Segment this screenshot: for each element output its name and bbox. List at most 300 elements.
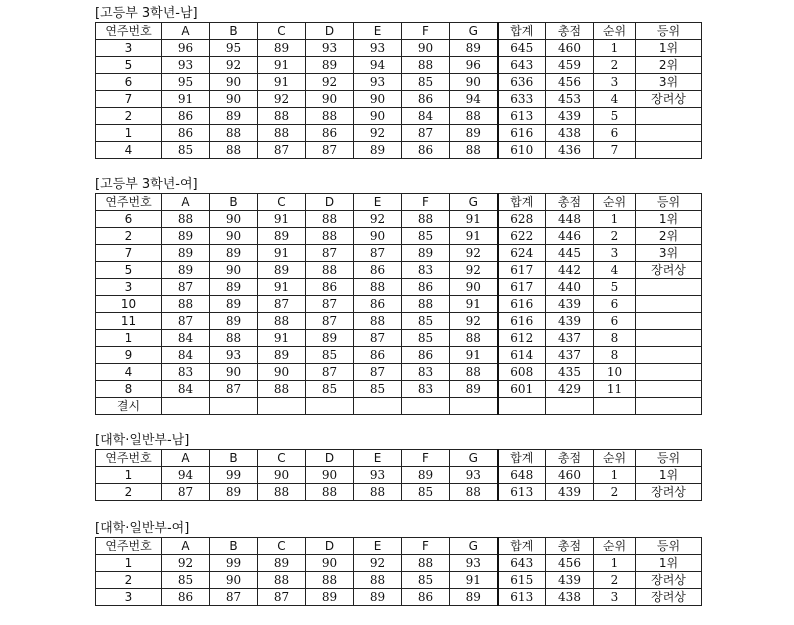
cell-total: 445 <box>546 245 594 262</box>
column-header: 등위 <box>636 538 702 555</box>
results-table <box>95 22 702 159</box>
results-table <box>95 449 702 501</box>
cell-entry-no: 5 <box>96 57 162 74</box>
cell-award <box>636 108 702 125</box>
cell-judge-c: 91 <box>258 211 306 228</box>
table-row <box>96 262 702 279</box>
cell-judge-d: 87 <box>306 296 354 313</box>
cell-total: 437 <box>546 347 594 364</box>
header-row <box>96 538 702 555</box>
cell-award <box>636 330 702 347</box>
cell-award: 1위 <box>636 40 702 57</box>
cell-judge-e: 90 <box>354 91 402 108</box>
cell-rank: 4 <box>594 91 636 108</box>
column-header: F <box>402 450 450 467</box>
cell-entry-no: 8 <box>96 381 162 398</box>
cell-rank: 10 <box>594 364 636 381</box>
cell-judge-c: 91 <box>258 279 306 296</box>
table-row <box>96 74 702 91</box>
cell-entry-no: 1 <box>96 467 162 484</box>
cell-judge-e: 92 <box>354 211 402 228</box>
table-row <box>96 467 702 484</box>
cell-judge-g: 90 <box>450 74 498 91</box>
cell-judge-b: 92 <box>210 57 258 74</box>
cell-judge-f: 89 <box>402 245 450 262</box>
column-header: E <box>354 450 402 467</box>
cell-judge-a: 86 <box>162 108 210 125</box>
cell-rank: 6 <box>594 125 636 142</box>
cell-total <box>546 398 594 415</box>
column-header: 순위 <box>594 538 636 555</box>
cell-judge-a: 91 <box>162 91 210 108</box>
cell-judge-c: 89 <box>258 228 306 245</box>
cell-judge-e: 88 <box>354 313 402 330</box>
cell-judge-e: 93 <box>354 467 402 484</box>
cell-judge-a: 84 <box>162 347 210 364</box>
column-header: A <box>162 450 210 467</box>
cell-entry-no: 10 <box>96 296 162 313</box>
cell-rank: 1 <box>594 211 636 228</box>
cell-judge-f <box>402 398 450 415</box>
column-header: C <box>258 194 306 211</box>
cell-judge-b: 93 <box>210 347 258 364</box>
cell-judge-e: 93 <box>354 74 402 91</box>
cell-judge-c: 88 <box>258 108 306 125</box>
cell-total: 446 <box>546 228 594 245</box>
cell-award <box>636 125 702 142</box>
cell-total: 438 <box>546 589 594 606</box>
table-row <box>96 57 702 74</box>
column-header: A <box>162 23 210 40</box>
column-header: D <box>306 450 354 467</box>
column-header: 연주번호 <box>96 194 162 211</box>
cell-award <box>636 381 702 398</box>
column-header: D <box>306 23 354 40</box>
cell-judge-g: 89 <box>450 125 498 142</box>
cell-judge-d: 93 <box>306 40 354 57</box>
column-header: 등위 <box>636 450 702 467</box>
table-row <box>96 398 702 415</box>
cell-judge-g: 89 <box>450 40 498 57</box>
cell-judge-d: 88 <box>306 572 354 589</box>
table-row <box>96 589 702 606</box>
column-header: E <box>354 538 402 555</box>
cell-entry-no: 1 <box>96 555 162 572</box>
cell-judge-g: 92 <box>450 313 498 330</box>
cell-judge-b: 88 <box>210 142 258 159</box>
column-header: B <box>210 450 258 467</box>
column-header: A <box>162 194 210 211</box>
cell-rank: 1 <box>594 555 636 572</box>
cell-judge-f: 83 <box>402 364 450 381</box>
cell-judge-a: 88 <box>162 296 210 313</box>
table-row <box>96 91 702 108</box>
cell-judge-g: 88 <box>450 484 498 501</box>
cell-judge-b: 89 <box>210 296 258 313</box>
cell-judge-d: 89 <box>306 589 354 606</box>
cell-entry-no: 결시 <box>96 398 162 415</box>
header-row <box>96 194 702 211</box>
cell-judge-e: 93 <box>354 40 402 57</box>
cell-judge-d <box>306 398 354 415</box>
cell-award <box>636 142 702 159</box>
cell-judge-b: 87 <box>210 381 258 398</box>
cell-judge-f: 85 <box>402 74 450 91</box>
cell-judge-f: 84 <box>402 108 450 125</box>
cell-rank: 7 <box>594 142 636 159</box>
cell-judge-b: 88 <box>210 125 258 142</box>
column-header: G <box>450 23 498 40</box>
cell-judge-b: 90 <box>210 91 258 108</box>
cell-sum: 643 <box>498 57 546 74</box>
cell-entry-no: 2 <box>96 572 162 589</box>
table-row <box>96 40 702 57</box>
cell-rank: 3 <box>594 589 636 606</box>
cell-entry-no: 7 <box>96 91 162 108</box>
cell-total: 448 <box>546 211 594 228</box>
cell-sum: 643 <box>498 555 546 572</box>
cell-judge-f: 86 <box>402 142 450 159</box>
cell-judge-d: 88 <box>306 262 354 279</box>
cell-judge-d: 88 <box>306 211 354 228</box>
table-body <box>96 40 702 159</box>
cell-judge-c: 91 <box>258 245 306 262</box>
cell-judge-a <box>162 398 210 415</box>
table-row <box>96 330 702 347</box>
cell-total: 453 <box>546 91 594 108</box>
column-header: B <box>210 23 258 40</box>
cell-sum: 610 <box>498 142 546 159</box>
cell-judge-g: 91 <box>450 347 498 364</box>
cell-award: 1위 <box>636 467 702 484</box>
cell-rank: 3 <box>594 74 636 91</box>
cell-rank: 2 <box>594 572 636 589</box>
cell-judge-e: 88 <box>354 572 402 589</box>
cell-sum: 608 <box>498 364 546 381</box>
cell-sum: 636 <box>498 74 546 91</box>
cell-judge-g: 91 <box>450 211 498 228</box>
table-row <box>96 108 702 125</box>
table-row <box>96 313 702 330</box>
cell-judge-a: 84 <box>162 330 210 347</box>
cell-judge-e: 85 <box>354 381 402 398</box>
results-table <box>95 537 702 606</box>
cell-judge-c: 87 <box>258 142 306 159</box>
cell-award: 2위 <box>636 57 702 74</box>
cell-rank: 8 <box>594 330 636 347</box>
cell-judge-e: 86 <box>354 347 402 364</box>
cell-judge-e: 87 <box>354 245 402 262</box>
column-header: 총점 <box>546 538 594 555</box>
cell-judge-c: 88 <box>258 572 306 589</box>
cell-sum: 612 <box>498 330 546 347</box>
cell-judge-a: 92 <box>162 555 210 572</box>
column-header: G <box>450 194 498 211</box>
cell-total: 460 <box>546 467 594 484</box>
cell-judge-f: 88 <box>402 211 450 228</box>
cell-judge-c: 88 <box>258 125 306 142</box>
cell-judge-g: 88 <box>450 142 498 159</box>
section-title: [대학·일반부-여] <box>95 521 190 536</box>
cell-judge-b: 90 <box>210 228 258 245</box>
column-header: 합계 <box>498 538 546 555</box>
table-body <box>96 555 702 606</box>
cell-judge-c: 89 <box>258 347 306 364</box>
cell-judge-c: 90 <box>258 467 306 484</box>
cell-judge-f: 83 <box>402 262 450 279</box>
cell-judge-a: 86 <box>162 589 210 606</box>
column-header: 총점 <box>546 194 594 211</box>
table-row <box>96 296 702 313</box>
cell-entry-no: 7 <box>96 245 162 262</box>
cell-judge-a: 96 <box>162 40 210 57</box>
column-header: 연주번호 <box>96 538 162 555</box>
cell-judge-e: 89 <box>354 589 402 606</box>
cell-judge-d: 89 <box>306 57 354 74</box>
cell-total: 437 <box>546 330 594 347</box>
cell-judge-e: 90 <box>354 108 402 125</box>
cell-total: 439 <box>546 572 594 589</box>
cell-sum: 617 <box>498 262 546 279</box>
cell-judge-g: 91 <box>450 572 498 589</box>
cell-judge-d: 87 <box>306 313 354 330</box>
cell-entry-no: 2 <box>96 108 162 125</box>
cell-judge-a: 89 <box>162 245 210 262</box>
cell-judge-g: 90 <box>450 279 498 296</box>
cell-judge-e: 92 <box>354 125 402 142</box>
cell-award: 3위 <box>636 245 702 262</box>
cell-judge-g: 94 <box>450 91 498 108</box>
cell-sum: 616 <box>498 296 546 313</box>
cell-judge-g: 88 <box>450 108 498 125</box>
cell-judge-d: 89 <box>306 330 354 347</box>
cell-judge-g: 91 <box>450 228 498 245</box>
cell-judge-a: 83 <box>162 364 210 381</box>
cell-total: 439 <box>546 108 594 125</box>
header-row <box>96 23 702 40</box>
cell-judge-e: 88 <box>354 279 402 296</box>
cell-judge-b: 89 <box>210 279 258 296</box>
column-header: 합계 <box>498 194 546 211</box>
cell-entry-no: 6 <box>96 211 162 228</box>
cell-judge-d: 87 <box>306 142 354 159</box>
cell-judge-d: 85 <box>306 381 354 398</box>
cell-judge-f: 85 <box>402 228 450 245</box>
cell-award <box>636 398 702 415</box>
cell-award: 2위 <box>636 228 702 245</box>
table-row <box>96 364 702 381</box>
cell-judge-e: 94 <box>354 57 402 74</box>
column-header: F <box>402 23 450 40</box>
cell-judge-a: 93 <box>162 57 210 74</box>
cell-judge-d: 86 <box>306 125 354 142</box>
cell-judge-g <box>450 398 498 415</box>
cell-judge-d: 90 <box>306 91 354 108</box>
cell-award: 장려상 <box>636 589 702 606</box>
cell-judge-f: 83 <box>402 381 450 398</box>
cell-judge-d: 86 <box>306 279 354 296</box>
table-row <box>96 125 702 142</box>
cell-entry-no: 4 <box>96 364 162 381</box>
cell-entry-no: 2 <box>96 228 162 245</box>
cell-entry-no: 6 <box>96 74 162 91</box>
cell-rank: 6 <box>594 296 636 313</box>
cell-sum: 648 <box>498 467 546 484</box>
cell-judge-b: 89 <box>210 484 258 501</box>
cell-sum: 614 <box>498 347 546 364</box>
cell-judge-b: 88 <box>210 330 258 347</box>
cell-judge-d: 87 <box>306 245 354 262</box>
cell-judge-e: 87 <box>354 364 402 381</box>
cell-judge-c: 89 <box>258 262 306 279</box>
cell-judge-b: 95 <box>210 40 258 57</box>
cell-rank: 2 <box>594 484 636 501</box>
cell-judge-f: 88 <box>402 296 450 313</box>
cell-rank: 11 <box>594 381 636 398</box>
column-header: 합계 <box>498 23 546 40</box>
column-header: F <box>402 194 450 211</box>
cell-judge-d: 90 <box>306 555 354 572</box>
cell-total: 429 <box>546 381 594 398</box>
cell-judge-f: 85 <box>402 313 450 330</box>
cell-judge-f: 86 <box>402 347 450 364</box>
cell-entry-no: 3 <box>96 279 162 296</box>
header-row <box>96 450 702 467</box>
cell-judge-g: 89 <box>450 381 498 398</box>
table-row <box>96 228 702 245</box>
cell-sum: 616 <box>498 125 546 142</box>
column-header: 합계 <box>498 450 546 467</box>
cell-sum: 613 <box>498 589 546 606</box>
section-college-general-female <box>95 520 702 606</box>
cell-judge-c <box>258 398 306 415</box>
column-header: 순위 <box>594 23 636 40</box>
cell-judge-d: 92 <box>306 74 354 91</box>
table-body <box>96 211 702 415</box>
cell-judge-b: 99 <box>210 555 258 572</box>
column-header: 순위 <box>594 194 636 211</box>
table-row <box>96 572 702 589</box>
cell-judge-c: 88 <box>258 313 306 330</box>
column-header: C <box>258 23 306 40</box>
cell-judge-b <box>210 398 258 415</box>
cell-judge-f: 85 <box>402 330 450 347</box>
cell-judge-g: 89 <box>450 589 498 606</box>
cell-judge-e: 92 <box>354 555 402 572</box>
cell-sum: 624 <box>498 245 546 262</box>
table-row <box>96 381 702 398</box>
cell-entry-no: 4 <box>96 142 162 159</box>
cell-entry-no: 1 <box>96 125 162 142</box>
cell-judge-f: 87 <box>402 125 450 142</box>
section-title: [고등부 3학년-여] <box>95 177 198 192</box>
results-table <box>95 193 702 415</box>
cell-rank: 4 <box>594 262 636 279</box>
cell-judge-b: 99 <box>210 467 258 484</box>
cell-award <box>636 364 702 381</box>
cell-rank: 8 <box>594 347 636 364</box>
cell-judge-a: 87 <box>162 484 210 501</box>
cell-judge-g: 96 <box>450 57 498 74</box>
cell-judge-d: 90 <box>306 467 354 484</box>
cell-judge-a: 95 <box>162 74 210 91</box>
cell-judge-f: 88 <box>402 57 450 74</box>
cell-judge-c: 87 <box>258 589 306 606</box>
cell-judge-f: 86 <box>402 589 450 606</box>
cell-entry-no: 3 <box>96 589 162 606</box>
cell-judge-a: 85 <box>162 572 210 589</box>
cell-sum: 613 <box>498 108 546 125</box>
cell-judge-a: 89 <box>162 262 210 279</box>
column-header: 등위 <box>636 194 702 211</box>
cell-rank: 6 <box>594 313 636 330</box>
cell-judge-g: 88 <box>450 364 498 381</box>
cell-award <box>636 313 702 330</box>
cell-award: 3위 <box>636 74 702 91</box>
column-header: G <box>450 450 498 467</box>
cell-judge-c: 87 <box>258 296 306 313</box>
cell-award: 장려상 <box>636 91 702 108</box>
cell-rank: 1 <box>594 467 636 484</box>
cell-judge-d: 85 <box>306 347 354 364</box>
column-header: 등위 <box>636 23 702 40</box>
cell-rank <box>594 398 636 415</box>
table-row <box>96 142 702 159</box>
column-header: 연주번호 <box>96 450 162 467</box>
cell-judge-e: 86 <box>354 262 402 279</box>
cell-award <box>636 347 702 364</box>
cell-judge-f: 88 <box>402 555 450 572</box>
cell-award <box>636 296 702 313</box>
column-header: A <box>162 538 210 555</box>
cell-entry-no: 3 <box>96 40 162 57</box>
cell-judge-g: 93 <box>450 467 498 484</box>
cell-judge-g: 91 <box>450 296 498 313</box>
cell-judge-c: 88 <box>258 381 306 398</box>
cell-sum: 617 <box>498 279 546 296</box>
cell-award: 1위 <box>636 555 702 572</box>
cell-judge-c: 88 <box>258 484 306 501</box>
column-header: E <box>354 23 402 40</box>
cell-judge-b: 90 <box>210 364 258 381</box>
cell-total: 439 <box>546 296 594 313</box>
cell-judge-c: 89 <box>258 40 306 57</box>
cell-judge-f: 89 <box>402 467 450 484</box>
cell-award: 장려상 <box>636 484 702 501</box>
column-header: D <box>306 538 354 555</box>
column-header: C <box>258 450 306 467</box>
cell-judge-b: 89 <box>210 313 258 330</box>
cell-rank: 5 <box>594 279 636 296</box>
cell-total: 459 <box>546 57 594 74</box>
cell-sum: 613 <box>498 484 546 501</box>
cell-award: 1위 <box>636 211 702 228</box>
cell-total: 456 <box>546 555 594 572</box>
section-title: [대학·일반부-남] <box>95 433 190 448</box>
cell-judge-a: 89 <box>162 228 210 245</box>
cell-judge-g: 93 <box>450 555 498 572</box>
cell-entry-no: 1 <box>96 330 162 347</box>
table-body <box>96 467 702 501</box>
cell-judge-g: 92 <box>450 262 498 279</box>
table-row <box>96 279 702 296</box>
cell-award <box>636 279 702 296</box>
column-header: 연주번호 <box>96 23 162 40</box>
cell-judge-c: 89 <box>258 555 306 572</box>
cell-total: 440 <box>546 279 594 296</box>
cell-total: 436 <box>546 142 594 159</box>
column-header: C <box>258 538 306 555</box>
